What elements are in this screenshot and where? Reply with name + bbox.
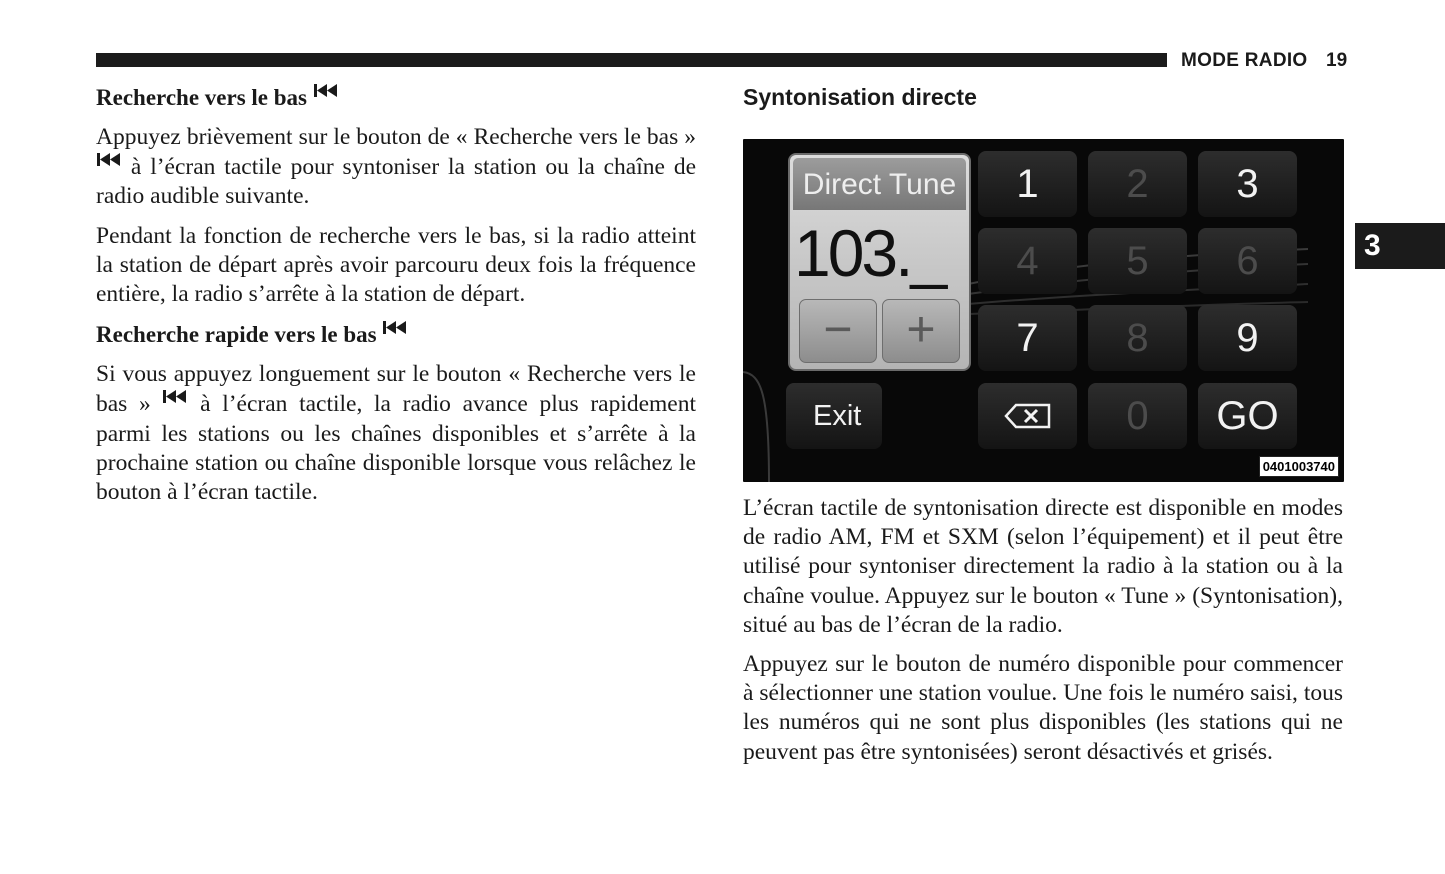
para3-text-b: à l’écran tactile, la radio avance plus rapidement parmi les stations ou les chaînes disponibles et s’arrête à la prochaine station ou chaîne disponible lorsque vous relâchez le bouton à l’écran tactile.: [96, 391, 697, 506]
seek-back-icon: [383, 320, 407, 335]
direct-tune-title: Direct Tune: [793, 158, 966, 210]
seek-back-icon: [163, 389, 187, 404]
para1-text-a: Appuyez brièvement sur le bouton de « Recherche vers le bas »: [96, 124, 696, 150]
go-button[interactable]: GO: [1198, 383, 1297, 449]
heading-seek-down-text: Recherche vers le bas: [96, 85, 307, 110]
heading-fast-seek-down-text: Recherche rapide vers le bas: [96, 322, 377, 348]
frequency-readout: 103._: [794, 216, 945, 290]
direct-tune-screen-figure: [743, 139, 1344, 482]
heading-fast-seek-down: [96, 319, 696, 350]
header-rule: [96, 53, 1167, 67]
key-7[interactable]: 7: [978, 305, 1077, 371]
key-6[interactable]: 6: [1198, 228, 1297, 294]
key-0[interactable]: 0: [1088, 383, 1187, 449]
paragraph-seek-down: [96, 123, 696, 212]
minus-button[interactable]: −: [799, 299, 877, 363]
paragraph-direct-tune-usage: Appuyez sur le bouton de numéro disponible pour commencer à sélectionner une station voulue. Une fois le numéro saisi, tous les numéros qui ne sont plus disponibles (les stations qui ne peuvent pas être syntonisées) seront désactivés et grisés.: [743, 651, 1343, 765]
key-2[interactable]: 2: [1088, 151, 1187, 217]
heading-seek-down: [96, 82, 696, 113]
left-column: [96, 82, 696, 507]
key-3[interactable]: 3: [1198, 151, 1297, 217]
page-number: 19: [1326, 50, 1348, 71]
section-title: MODE RADIO: [1181, 50, 1308, 71]
key-1[interactable]: 1: [978, 151, 1077, 217]
paragraph-seek-loop: Pendant la fonction de recherche vers le bas, si la radio atteint la station de départ après avoir parcouru deux fois la fréquence entière, la radio s’arrête à la station de départ.: [96, 222, 696, 308]
direct-tune-panel: [788, 153, 971, 371]
key-8[interactable]: 8: [1088, 305, 1187, 371]
exit-button[interactable]: Exit: [786, 383, 882, 449]
seek-back-icon: [97, 152, 121, 167]
figure-code: 0401003740: [1259, 456, 1339, 477]
key-9[interactable]: 9: [1198, 305, 1297, 371]
key-5[interactable]: 5: [1088, 228, 1187, 294]
para3-text-a: Si vous appuyez longuement sur le bouton « Recherche vers le bas »: [96, 361, 696, 418]
bezel-curve: [743, 364, 773, 482]
paragraph-direct-tune-availability: L’écran tactile de syntonisation directe est disponible en modes de radio AM, FM et SXM (selon l’équipement) et il peut être utilisé pour syntoniser directement la radio à la station ou à la chaîne voulue. Appuyez sur le bouton « Tune » (Syntonisation), situé au bas de l’écran de la radio.: [743, 495, 1343, 638]
right-column: [743, 82, 1343, 767]
para1-text-b: à l’écran tactile pour syntoniser la station ou la chaîne de radio audible suivante.: [96, 154, 697, 210]
plus-button[interactable]: +: [882, 299, 960, 363]
backspace-icon: [1004, 403, 1052, 429]
backspace-button[interactable]: [978, 383, 1077, 449]
seek-back-icon: [314, 83, 338, 98]
key-4[interactable]: 4: [978, 228, 1077, 294]
paragraph-fast-seek: [96, 360, 696, 507]
chapter-tab: 3: [1355, 223, 1445, 269]
heading-direct-tune: Syntonisation directe: [743, 84, 977, 110]
